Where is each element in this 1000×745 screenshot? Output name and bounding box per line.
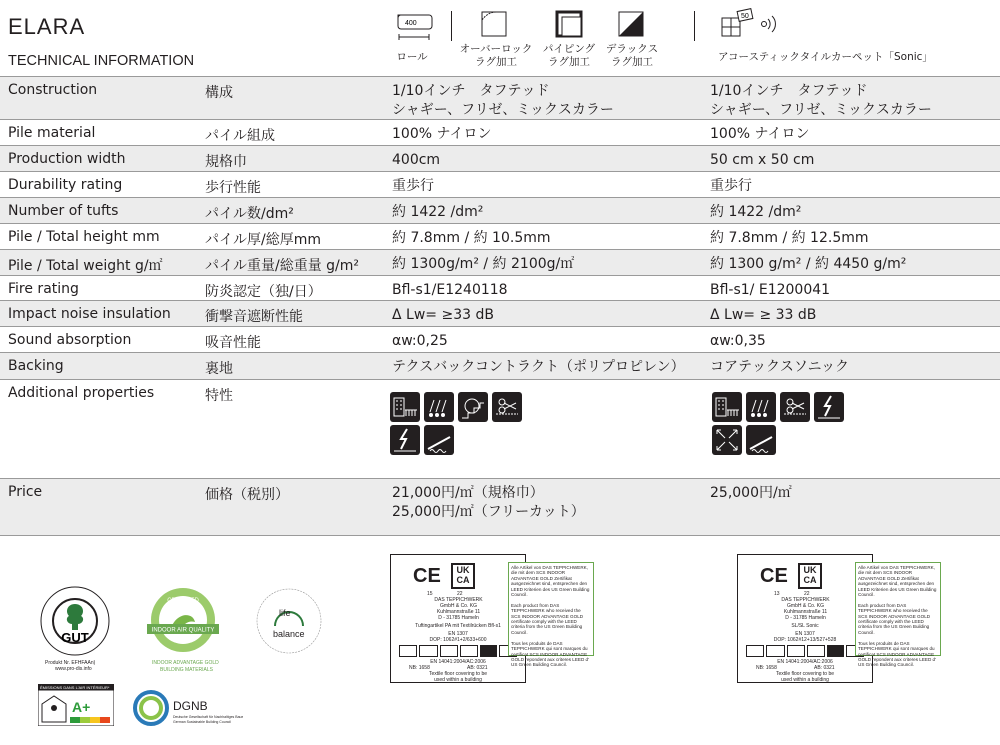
svg-text:life: life (279, 608, 291, 618)
en-14041: EN 14041:2004/AC:2006 (430, 659, 486, 665)
dgnb-logo (133, 688, 243, 732)
year-2: 22 (804, 591, 810, 597)
table-row (0, 300, 1000, 327)
dop-number: DOP: 1062#12+13/527+528 (773, 637, 837, 643)
ce-marking-label (390, 554, 526, 683)
value-roll: 約 1300g/m² / 約 2100g/㎡ (392, 256, 575, 272)
ce-mark: CE (413, 565, 441, 587)
overlock-icon (480, 10, 508, 42)
acoustic-tile-icon (720, 8, 782, 44)
piping-icon (555, 10, 583, 42)
leed-statement-text: Alle Artikel von DAS TEPPICHWERK, die mit dem SCS INDOOR ADVANTAGE GOLD Zertifikat ausgezeichnet sind, entsprechen den LEED Kriterien des US Green Building Council. Each product from DAS TEPPICHWERK who received the SCS INDOOR ADVANTAGE GOLD certificate comply with the LEED criteria from the US Green Building Council. Tous les produits de DAS TEPPICHWERK qui sont marques du certificat SCS INDOOR ADVANTAGE GOLD repondent aux criteres LEED d' US Green Building Council. (858, 565, 937, 668)
table-row (0, 119, 1000, 146)
notified-body: NB: 1658 (756, 665, 777, 671)
header-label-deluxe: デラックス ラグ加工 (605, 43, 659, 68)
row-label-jp: 衝撃音遮断性能 (205, 309, 303, 325)
value-roll: 100% ナイロン (392, 126, 492, 142)
row-label-en: Backing (8, 358, 64, 374)
table-row (0, 352, 1000, 380)
value-roll: αw:0,25 (392, 333, 448, 349)
table-row (0, 249, 1000, 276)
static-icon (390, 425, 420, 455)
row-label-jp: 価格（税別） (205, 487, 289, 503)
svg-text:balance: balance (273, 629, 305, 639)
leed-statement-text: Alle Artikel von DAS TEPPICHWERK, die mit dem SCS INDOOR ADVANTAGE GOLD Zertifikat ausgezeichnet sind, entsprechen den LEED Kriterien des US Green Building Council. Each product from DAS TEPPICHWERK who received the SCS INDOOR ADVANTAGE GOLD certificate comply with the LEED criteria from the US Green Building Council. Tous les produits de DAS TEPPICHWERK qui sont marques du certificat SCS INDOOR ADVANTAGE GOLD repondent aux criteres LEED d' US Green Building Council. (511, 565, 590, 668)
value-roll: Δ Lw= ≥33 dB (392, 307, 494, 323)
value-tile: 1/10インチ タフテッド シャギー、フリゼ、ミックスカラー (710, 83, 932, 118)
svg-text:German Sustainable Building Co: German Sustainable Building Council (173, 720, 231, 724)
value-tile: 50 cm x 50 cm (710, 152, 815, 168)
en-standard: EN 1307 (795, 631, 815, 637)
value-roll: 400cm (392, 152, 441, 168)
svg-text:400: 400 (405, 20, 417, 27)
table-row (0, 275, 1000, 301)
value-tile: αw:0,35 (710, 333, 766, 349)
cut-edge-icon (780, 392, 810, 422)
chair-castor-icon (746, 392, 776, 422)
row-label-en: Fire rating (8, 281, 79, 297)
office-use-icon (712, 392, 742, 422)
assessment-body: AB: 0321 (467, 665, 488, 671)
row-label-en: Price (8, 484, 43, 500)
gut-url: www.pro-dis.info (55, 666, 92, 672)
row-label-en: Pile material (8, 125, 96, 141)
leed-statement-label (508, 562, 594, 668)
svg-text:Deutsche Gesellschaft für Nach: Deutsche Gesellschaft für Nachhaltiges Bauen (173, 715, 243, 719)
value-tile: 約 7.8mm / 約 12.5mm (710, 230, 869, 246)
table-row (0, 326, 1000, 353)
expand-icon (712, 425, 742, 455)
gut-product-no: Produkt Nr. EFHFAAn) (45, 660, 96, 666)
indoor-air-quality-logo (145, 584, 227, 660)
company-address: DAS TEPPICHWERK GmbH & Co. KG Kuhlmannstraße 11 D - 31785 Hameln (781, 597, 830, 621)
office-use-icon (390, 392, 420, 422)
row-label-en: Pile / Total height mm (8, 229, 160, 245)
iaq-sub1: INDOOR ADVANTAGE GOLD (152, 660, 219, 666)
header-label-acoustic: アコースティックタイルカーペット「Sonic」 (718, 51, 933, 63)
cut-edge-icon (492, 392, 522, 422)
row-label-jp: パイル数/dm² (205, 206, 294, 222)
value-tile: 重歩行 (710, 178, 752, 194)
header-label-overlock: オーバーロック ラグ加工 (459, 43, 533, 68)
pictogram-strip (746, 645, 864, 657)
product-name: Tuftingartikel PA mit Textilrücken Bfl-s1 (415, 623, 501, 629)
row-label-jp: 特性 (205, 388, 233, 404)
row-label-jp: パイル厚/総厚mm (205, 232, 321, 248)
dop-number: DOP: 1062#1+2/633+600 (429, 637, 487, 643)
row-label-jp: 裏地 (205, 361, 233, 377)
header-divider (694, 11, 695, 41)
row-label-en: Construction (8, 82, 98, 98)
leed-statement-label (855, 562, 941, 668)
life-balance-logo (253, 586, 325, 660)
product-title: ELARA (8, 14, 86, 39)
notified-body: NB: 1658 (409, 665, 430, 671)
header-divider (451, 11, 452, 41)
svg-text:50: 50 (741, 13, 749, 20)
year-1: 15 (427, 591, 433, 597)
value-roll: Bfl-s1/E1240118 (392, 282, 508, 298)
row-label-en: Additional properties (8, 385, 155, 401)
en-standard: EN 1307 (448, 631, 468, 637)
table-row (0, 145, 1000, 172)
value-tile: Bfl-s1/ E1200041 (710, 282, 831, 298)
row-label-jp: 構成 (205, 85, 233, 101)
row-label-jp: 防炎認定（独/日） (205, 284, 322, 300)
table-bottom-rule (0, 535, 1000, 536)
table-row (0, 197, 1000, 224)
row-label-jp: パイル重量/総重量 g/m² (205, 258, 360, 274)
usage-note: Textile floor covering to be used within a building (775, 671, 835, 683)
ce-marking-label (737, 554, 873, 683)
table-row (0, 171, 1000, 198)
table-row (0, 478, 1000, 536)
ce-mark: CE (760, 565, 788, 587)
row-label-en: Durability rating (8, 177, 123, 193)
svg-text:ÉMISSIONS DANS L'AIR INTÉRIEUR: ÉMISSIONS DANS L'AIR INTÉRIEUR* (40, 685, 110, 690)
underfloor-heating-icon (746, 425, 776, 455)
deluxe-icon (617, 10, 645, 42)
row-label-en: Production width (8, 151, 126, 167)
year-1: 13 (774, 591, 780, 597)
value-tile: 約 1300 g/m² / 約 4450 g/m² (710, 256, 907, 272)
static-icon (814, 392, 844, 422)
row-label-jp: 規格巾 (205, 154, 247, 170)
roll-icon (394, 11, 434, 45)
emission-label-logo (38, 684, 114, 730)
ukca-mark: UK CA (451, 563, 475, 589)
underfloor-heating-icon (424, 425, 454, 455)
svg-text:DGNB: DGNB (173, 699, 208, 713)
header-label-roll: ロール (396, 51, 428, 63)
row-label-jp: パイル組成 (205, 128, 275, 144)
assessment-body: AB: 0321 (814, 665, 835, 671)
row-label-jp: 歩行性能 (205, 180, 261, 196)
ukca-mark: UK CA (798, 563, 822, 589)
stairs-icon (458, 392, 488, 422)
row-label-en: Impact noise insulation (8, 306, 171, 322)
value-tile: Δ Lw= ≥ 33 dB (710, 307, 817, 323)
table-row (0, 223, 1000, 250)
table-row (0, 76, 1000, 120)
value-tile: 100% ナイロン (710, 126, 810, 142)
value-roll: テクスバックコントラクト（ポリプロピレン） (392, 359, 685, 375)
en-14041: EN 14041:2004/AC:2006 (777, 659, 833, 665)
svg-text:CERTIFIED: CERTIFIED (167, 598, 199, 604)
value-roll: 1/10インチ タフテッド シャギー、フリゼ、ミックスカラー (392, 83, 614, 118)
value-roll: 21,000円/㎡（規格巾） 25,000円/㎡（フリーカット） (392, 485, 585, 520)
pictogram-strip (399, 645, 517, 657)
iaq-sub2: BUILDING MATERIALS (160, 667, 213, 673)
header-label-piping: パイピング ラグ加工 (542, 43, 596, 68)
row-label-jp: 吸音性能 (205, 335, 261, 351)
value-roll: 約 7.8mm / 約 10.5mm (392, 230, 551, 246)
value-tile: 約 1422 /dm² (710, 204, 802, 220)
value-roll: 約 1422 /dm² (392, 204, 484, 220)
row-label-en: Pile / Total weight g/㎡ (8, 258, 163, 274)
svg-text:INDOOR AIR QUALITY: INDOOR AIR QUALITY (151, 627, 215, 634)
row-label-en: Number of tufts (8, 203, 119, 219)
value-tile: 25,000円/㎡ (710, 485, 792, 501)
year-2: 22 (457, 591, 463, 597)
gut-logo (30, 584, 120, 668)
value-roll: 重歩行 (392, 178, 434, 194)
chair-castor-icon (424, 392, 454, 422)
value-tile: コアテックスソニック (710, 359, 850, 375)
usage-note: Textile floor covering to be used within a building (428, 671, 488, 683)
svg-text:A+: A+ (72, 699, 91, 715)
svg-text:GUT: GUT (61, 630, 89, 645)
product-name: SL/SL Sonic (791, 623, 819, 629)
section-subtitle: TECHNICAL INFORMATION (8, 53, 195, 69)
company-address: DAS TEPPICHWERK GmbH & Co. KG Kuhlmannstraße 11 D - 31785 Hameln (434, 597, 483, 621)
row-label-en: Sound absorption (8, 332, 132, 348)
